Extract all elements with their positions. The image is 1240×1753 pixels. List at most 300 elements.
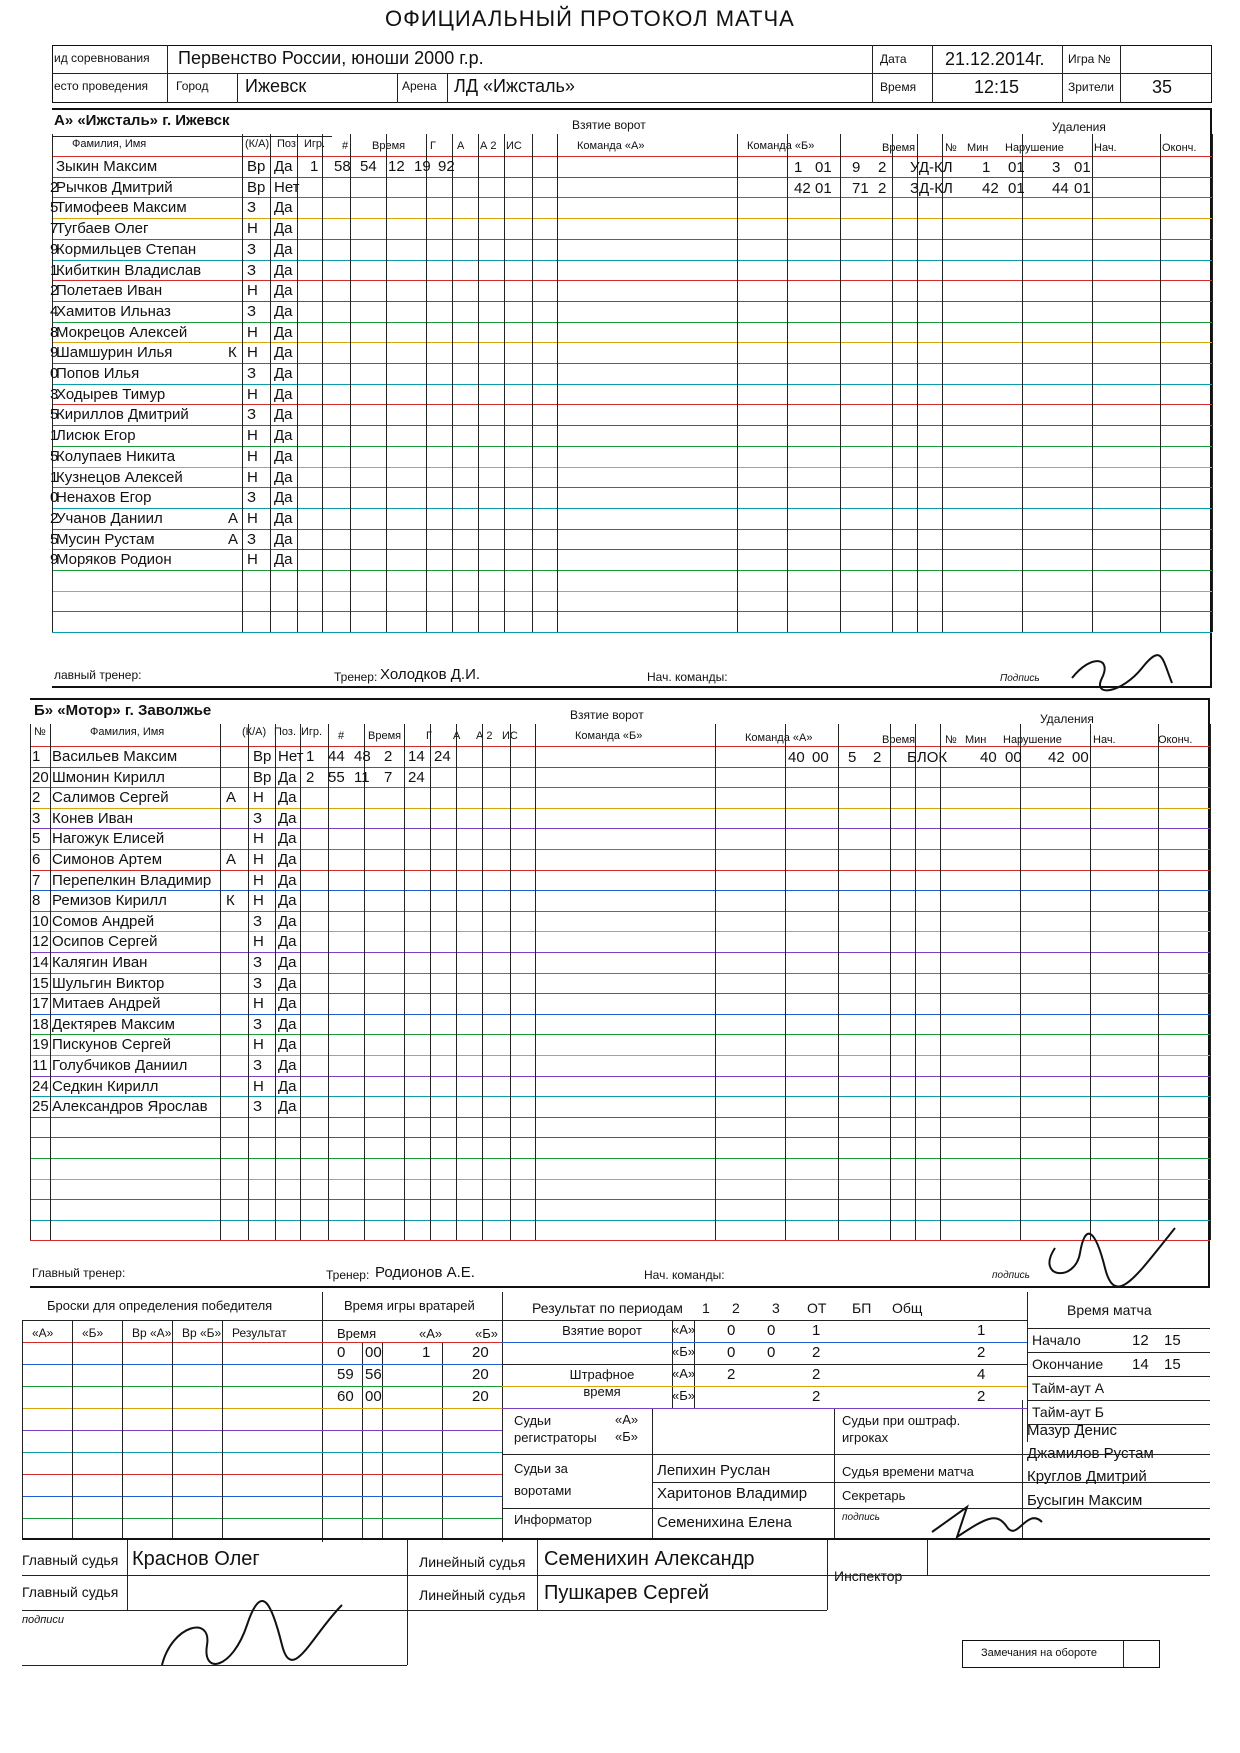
player-number: 3 — [50, 385, 59, 403]
remarks-label: Замечания на обороте — [981, 1647, 1097, 1659]
player-number: 20 — [32, 768, 49, 786]
timekeeper: Круглов Дмитрий — [1027, 1468, 1147, 1485]
goals-title-b: Взятие ворот — [570, 708, 644, 722]
player-played: Да — [274, 220, 293, 238]
period-value: 0 — [767, 1344, 776, 1361]
header-goal-is: ИС — [506, 140, 522, 152]
player-name: Симонов Артем — [52, 851, 163, 868]
player-number: 7 — [32, 871, 41, 889]
player-number: 9 — [50, 344, 59, 362]
player-played: Да — [278, 768, 297, 786]
header-team1-b: Команда «Б» — [575, 730, 643, 742]
header-ka-b: (К/А) — [242, 726, 267, 738]
player-name: Попов Илья — [56, 365, 140, 382]
goalie-col-time: Время — [337, 1326, 377, 1341]
player-played: Да — [274, 302, 293, 320]
player-number: 2 — [50, 509, 59, 527]
player-name: Учанов Даниил — [56, 509, 163, 527]
penalty-violation: ЗД-КЛ — [910, 179, 953, 197]
player-name: Перепелкин Владимир — [52, 871, 212, 889]
goalie-time-min: 0 — [337, 1344, 346, 1361]
player-played: Да — [278, 974, 297, 992]
header-team2-b: Команда «А» — [745, 732, 813, 744]
goal-time-min: 44 — [328, 748, 345, 765]
player-number: 0 — [50, 489, 59, 507]
header-goal-g-b: Г — [426, 730, 432, 742]
goal-assist: 14 — [408, 748, 425, 765]
player-played: Да — [278, 1057, 297, 1074]
player-name: Рычков Дмитрий — [56, 178, 173, 196]
header-goal-a: А — [457, 140, 465, 152]
informer-label: Информатор — [514, 1512, 592, 1527]
player-number: 1 — [32, 748, 41, 765]
team-a-title: А» «Ижсталь» г. Ижевск — [54, 112, 230, 129]
team-b-sign-label: подпись — [992, 1270, 1030, 1281]
registrar-b-label: «Б» — [615, 1429, 638, 1444]
period-value: 2 — [977, 1344, 986, 1361]
player-played: Да — [274, 323, 293, 341]
shootout-col: Вр «А» — [132, 1326, 172, 1340]
player-played: Да — [274, 385, 293, 403]
player-position: Н — [247, 509, 258, 527]
player-number: 12 — [32, 933, 49, 951]
period-col: 2 — [732, 1300, 740, 1316]
remarks-box — [962, 1640, 1160, 1668]
player-number: 5 — [50, 447, 59, 465]
header-goal-time: Время — [372, 140, 406, 152]
penalty-minutes: 2 — [873, 749, 882, 766]
goal-scorer: 12 — [388, 158, 405, 175]
player-position: З — [247, 199, 257, 217]
header-num-b: № — [34, 726, 46, 738]
period-value: 1 — [812, 1322, 821, 1339]
period-col: ОТ — [807, 1300, 827, 1316]
player-position: Н — [253, 892, 264, 910]
penalty-end-min: 44 — [1052, 179, 1069, 197]
period-value: 1 — [977, 1322, 986, 1339]
period-pim-label: Штрафное время — [569, 1367, 635, 1399]
label-arena: Арена — [402, 79, 437, 93]
player-number: 7 — [50, 220, 59, 238]
team-a-sign-label: Подпись — [1000, 673, 1040, 684]
player-position: Н — [253, 933, 264, 951]
linesman-1: Семенихин Александр — [544, 1548, 755, 1570]
player-position: Н — [253, 789, 264, 807]
penalty-judge-1: Мазур Денис — [1027, 1422, 1118, 1439]
player-name: Кибиткин Владислав — [56, 261, 202, 279]
player-name: Лисюк Егор — [56, 427, 136, 445]
goal-assist-2: 24 — [434, 748, 451, 765]
period-value: 2 — [727, 1366, 736, 1383]
player-number: 3 — [32, 809, 41, 827]
player-played: Нет — [278, 748, 304, 765]
header-pen-start: Нач. — [1094, 142, 1117, 154]
penalty-judges-label: Судьи при оштраф. игроках — [842, 1413, 961, 1445]
player-name: Митаев Андрей — [52, 995, 161, 1013]
header-goal-a-b: А — [453, 730, 461, 742]
team-b-section — [30, 698, 1210, 1288]
label-time: Время — [880, 80, 917, 94]
player-played: Да — [278, 1036, 297, 1054]
player-number: 4 — [50, 302, 59, 320]
label-game: Игра № — [1068, 52, 1111, 66]
header-goal-num: # — [342, 140, 349, 152]
player-position: З — [247, 302, 257, 320]
player-position: З — [253, 974, 263, 992]
player-position: Н — [253, 1077, 264, 1095]
player-position: З — [247, 240, 257, 258]
player-name: Полетаев Иван — [56, 282, 163, 300]
player-name: Тимофеев Максим — [56, 199, 187, 217]
team-b-chief-label: Нач. команды: — [644, 1268, 725, 1282]
spectators: 35 — [1152, 77, 1173, 97]
player-number: 9 — [50, 551, 59, 569]
player-position: Н — [247, 551, 258, 569]
player-position: З — [247, 406, 257, 424]
goal-judges-label: Судьи за воротами — [514, 1461, 572, 1498]
header-goal-g: Г — [430, 140, 436, 152]
player-name: Пискунов Сергей — [52, 1036, 172, 1054]
player-position: Н — [247, 323, 258, 341]
period-team-label: «А» — [672, 1366, 696, 1381]
header-team1: Команда «А» — [577, 140, 645, 152]
penalty-player: 9 — [852, 159, 861, 176]
time: 12:15 — [974, 77, 1020, 97]
player-played: Да — [274, 551, 293, 569]
header-pen-violation: Нарушение — [1005, 142, 1064, 154]
period-col: БП — [852, 1300, 872, 1316]
player-number: 8 — [50, 323, 59, 341]
period-team-label: «Б» — [672, 1388, 695, 1403]
penalty-time-min: 42 — [794, 179, 811, 197]
player-position: Н — [253, 830, 264, 848]
player-role: А — [228, 509, 239, 527]
registrars-label: Судьи регистраторы — [514, 1413, 597, 1445]
player-position: З — [253, 1098, 263, 1116]
match-start-m: 15 — [1164, 1332, 1181, 1349]
header-pen-violation-b: Нарушение — [1003, 734, 1062, 746]
player-position: Н — [253, 851, 264, 868]
penalty-minutes: 2 — [878, 179, 887, 197]
player-position: З — [247, 365, 257, 382]
header-goal-num-b: # — [338, 730, 345, 742]
secretary-label: Секретарь — [842, 1488, 906, 1503]
secretary-signature-icon — [927, 1497, 1047, 1542]
team-b-coach-label: Тренер: — [326, 1268, 370, 1282]
header-pen-num-b: № — [945, 734, 957, 746]
player-name: Ремизов Кирилл — [52, 892, 167, 910]
player-name: Калягин Иван — [52, 954, 148, 971]
player-name: Моряков Родион — [56, 551, 172, 569]
goal-assist-2: 92 — [438, 158, 455, 175]
player-played: Нет — [274, 178, 300, 196]
timeout-b-label: Тайм-аут Б — [1032, 1404, 1104, 1420]
period-value: 0 — [727, 1344, 736, 1361]
player-name: Кормильцев Степан — [56, 240, 197, 258]
header-goal-is-b: ИС — [502, 730, 518, 742]
shootout-col: «Б» — [82, 1326, 104, 1340]
goal-number: 2 — [306, 768, 315, 786]
player-name: Васильев Максим — [52, 748, 178, 765]
player-name: Ненахов Егор — [56, 489, 152, 507]
player-name: Осипов Сергей — [52, 933, 158, 951]
header-pen-end: Оконч. — [1162, 142, 1197, 154]
goalie-a: 1 — [422, 1344, 431, 1361]
team-b-head-coach-label: Главный тренер: — [32, 1266, 126, 1280]
header-goal-a2-b: А 2 — [476, 730, 493, 742]
header-ka: (К/А) — [245, 138, 270, 150]
match-end-h: 14 — [1132, 1356, 1149, 1373]
player-name: Шмонин Кирилл — [52, 768, 165, 786]
header-pen-time: Время — [882, 142, 916, 154]
penalty-start-sec: 01 — [1008, 159, 1025, 176]
header-pos-b: Поз. — [274, 726, 296, 738]
player-played: Да — [278, 1098, 297, 1116]
referee-signature-icon — [152, 1595, 352, 1675]
player-position: Н — [247, 427, 258, 445]
team-a-head-coach-label: лавный тренер: — [54, 668, 142, 682]
goalie-time-sec: 00 — [365, 1388, 382, 1405]
player-position: Н — [247, 468, 258, 486]
player-position: З — [247, 530, 257, 548]
match-end-m: 15 — [1164, 1356, 1181, 1373]
period-team-label: «А» — [672, 1322, 696, 1337]
player-played: Да — [278, 892, 297, 910]
header-pen-start-b: Нач. — [1093, 734, 1116, 746]
goal-time-min: 55 — [328, 768, 345, 786]
timeout-a-label: Тайм-аут А — [1032, 1380, 1105, 1396]
date: 21.12.2014г. — [945, 49, 1045, 69]
timekeeper-label: Судья времени матча — [842, 1464, 974, 1479]
player-position: Н — [253, 871, 264, 889]
goal-judge-1: Лепихин Руслан — [657, 1462, 771, 1479]
player-name: Голубчиков Даниил — [52, 1057, 188, 1074]
player-played: Да — [274, 468, 293, 486]
header-pen-min: Мин — [967, 142, 989, 154]
referee-1-label: Главный судья — [22, 1552, 119, 1568]
penalty-judge-2: Джамилов Рустам — [1027, 1445, 1154, 1462]
player-played: Да — [274, 530, 293, 548]
header-pen-min-b: Мин — [965, 734, 987, 746]
goal-number: 1 — [306, 748, 315, 765]
summary-section — [22, 1292, 1210, 1542]
player-played: Да — [278, 995, 297, 1013]
penalty-minutes: 2 — [878, 159, 887, 176]
period-value: 0 — [727, 1322, 736, 1339]
match-start-label: Начало — [1032, 1332, 1081, 1348]
player-played: Да — [278, 933, 297, 951]
player-played: Да — [274, 406, 293, 424]
player-played: Да — [278, 1077, 297, 1095]
match-end-label: Окончание — [1032, 1356, 1104, 1372]
player-name: Зыкин Максим — [56, 158, 158, 175]
period-col: Общ — [892, 1300, 923, 1316]
player-name: Кузнецов Алексей — [56, 468, 183, 486]
goal-scorer: 2 — [384, 748, 393, 765]
player-number: 5 — [50, 199, 59, 217]
period-col: 1 — [702, 1300, 710, 1316]
penalty-start-min: 1 — [982, 159, 991, 176]
player-name: Александров Ярослав — [52, 1098, 208, 1116]
label-date: Дата — [880, 52, 907, 66]
match-time-title: Время матча — [1067, 1302, 1152, 1318]
header-goal-time-b: Время — [368, 730, 402, 742]
period-value: 2 — [812, 1366, 821, 1383]
match-start-h: 12 — [1132, 1332, 1149, 1349]
player-position: Н — [247, 220, 258, 238]
player-number: 2 — [32, 789, 41, 807]
team-b-coach: Родионов А.Е. — [375, 1264, 475, 1281]
player-position: Н — [253, 1036, 264, 1054]
goal-time-sec: 48 — [354, 748, 371, 765]
player-position: Вр — [247, 178, 266, 196]
shootout-title: Броски для определения победителя — [47, 1298, 273, 1313]
player-number: 6 — [32, 851, 41, 868]
player-played: Да — [278, 851, 297, 868]
header-team2: Команда «Б» — [747, 140, 815, 152]
player-number: 17 — [32, 995, 49, 1013]
player-number: 1 — [50, 427, 59, 445]
team-a-chief-label: Нач. команды: — [647, 670, 728, 684]
player-number: 2 — [50, 178, 59, 196]
penalty-time-sec: 00 — [812, 749, 829, 766]
player-position: З — [253, 1015, 263, 1033]
header-name: Фамилия, Имя — [72, 138, 147, 150]
penalty-time-min: 1 — [794, 159, 803, 176]
inspector-label: Инспектор — [834, 1568, 903, 1584]
player-name: Кириллов Дмитрий — [56, 406, 189, 424]
penalty-end-sec: 00 — [1072, 749, 1089, 766]
label-city: Город — [176, 79, 209, 93]
penalty-end-sec: 01 — [1074, 179, 1091, 197]
label-competition: ид соревнования — [54, 51, 150, 65]
player-position: Н — [247, 385, 258, 403]
player-number: 8 — [32, 892, 41, 910]
officials-sign-label: подпись — [842, 1512, 880, 1523]
penalty-start-sec: 01 — [1008, 179, 1025, 197]
player-role: А — [226, 851, 237, 868]
header-goal-a2: А 2 — [480, 140, 497, 152]
periods-title: Результат по периодам — [532, 1300, 683, 1316]
arena: ЛД «Ижсталь» — [454, 76, 575, 96]
referee-2-label: Главный судья — [22, 1584, 119, 1600]
referee-1: Краснов Олег — [132, 1548, 260, 1570]
player-number: 9 — [50, 240, 59, 258]
penalty-start-min: 42 — [982, 179, 999, 197]
player-played: Да — [274, 447, 293, 465]
player-number: 0 — [50, 365, 59, 382]
player-name: Колупаев Никита — [56, 447, 176, 465]
penalty-player: 5 — [848, 749, 857, 766]
player-position: Вр — [247, 158, 266, 175]
goal-assist: 19 — [414, 158, 431, 175]
player-name: Шамшурин Илья — [56, 344, 173, 362]
player-played: Да — [278, 809, 297, 827]
label-place: есто проведения — [54, 79, 149, 93]
player-played: Да — [278, 871, 297, 889]
player-number: 5 — [50, 406, 59, 424]
penalty-player: 71 — [852, 179, 869, 197]
team-a-coach-label: Тренер: — [334, 670, 378, 684]
goalie-time-title: Время игры вратарей — [344, 1298, 475, 1313]
goal-judge-2: Харитонов Владимир — [657, 1485, 808, 1502]
header-pos: Поз. — [277, 138, 299, 150]
penalty-end-sec: 01 — [1074, 159, 1091, 176]
registrar-a-label: «А» — [615, 1412, 639, 1427]
player-position: Н — [247, 447, 258, 465]
player-played: Да — [274, 199, 293, 217]
goal-time-sec: 54 — [360, 158, 377, 175]
player-position: З — [253, 809, 263, 827]
player-name: Шульгин Виктор — [52, 974, 165, 992]
penalty-violation: УД-КЛ — [910, 159, 953, 176]
linesman-2-label: Линейный судья — [419, 1587, 526, 1603]
linesman-1-label: Линейный судья — [419, 1554, 526, 1570]
player-name: Конев Иван — [52, 809, 134, 827]
penalty-violation: БЛОК — [907, 749, 948, 766]
header-pen-end-b: Оконч. — [1158, 734, 1193, 746]
penalty-start-min: 40 — [980, 749, 997, 766]
team-a-signature-icon — [1062, 648, 1182, 698]
player-played: Да — [278, 1015, 297, 1033]
player-role: К — [228, 344, 237, 362]
period-goals-label: Взятие ворот — [562, 1323, 642, 1338]
player-played: Да — [274, 489, 293, 507]
header-pen-num: № — [945, 142, 957, 154]
player-position: Вр — [253, 748, 272, 765]
player-played: Да — [274, 365, 293, 382]
city: Ижевск — [245, 76, 307, 96]
player-number: 14 — [32, 954, 49, 971]
goalie-b: 20 — [472, 1388, 489, 1405]
linesman-2: Пушкарев Сергей — [544, 1582, 709, 1604]
player-name: Мокрецов Алексей — [56, 323, 188, 341]
period-col: 3 — [772, 1300, 780, 1316]
player-number: 19 — [32, 1036, 49, 1054]
player-played: Да — [274, 240, 293, 258]
player-position: Н — [247, 282, 258, 300]
shootout-col: Результат — [232, 1326, 287, 1340]
goalie-col-a: «А» — [419, 1326, 443, 1341]
goal-time-sec: 11 — [354, 768, 370, 786]
player-played: Да — [274, 427, 293, 445]
player-number: 18 — [32, 1015, 49, 1033]
penalties-title-b: Удаления — [1040, 712, 1094, 726]
penalties-title: Удаления — [1052, 120, 1106, 134]
goal-time-min: 58 — [334, 158, 351, 175]
competition: Первенство России, юноши 2000 г.р. — [178, 48, 484, 68]
player-name: Ходырев Тимур — [56, 385, 166, 403]
player-number: 10 — [32, 912, 49, 930]
goalie-time-sec: 56 — [365, 1366, 382, 1383]
secretary: Бусыгин Максим — [1027, 1492, 1143, 1509]
player-number: 5 — [32, 830, 41, 848]
team-a-coach: Холодков Д.И. — [380, 666, 481, 683]
goalie-time-sec: 00 — [365, 1344, 382, 1361]
goalie-time-min: 59 — [337, 1366, 354, 1383]
header-play: Игр. — [304, 138, 326, 150]
player-position: З — [253, 1057, 263, 1074]
player-played: Да — [274, 282, 293, 300]
player-position: З — [247, 489, 257, 507]
player-played: Да — [278, 830, 297, 848]
player-position: Н — [247, 344, 258, 362]
player-played: Да — [274, 158, 293, 175]
player-name: Хамитов Ильназ — [56, 302, 171, 320]
referees-section — [22, 1540, 1210, 1720]
team-a-section — [52, 108, 1212, 688]
goalie-b: 20 — [472, 1366, 489, 1383]
